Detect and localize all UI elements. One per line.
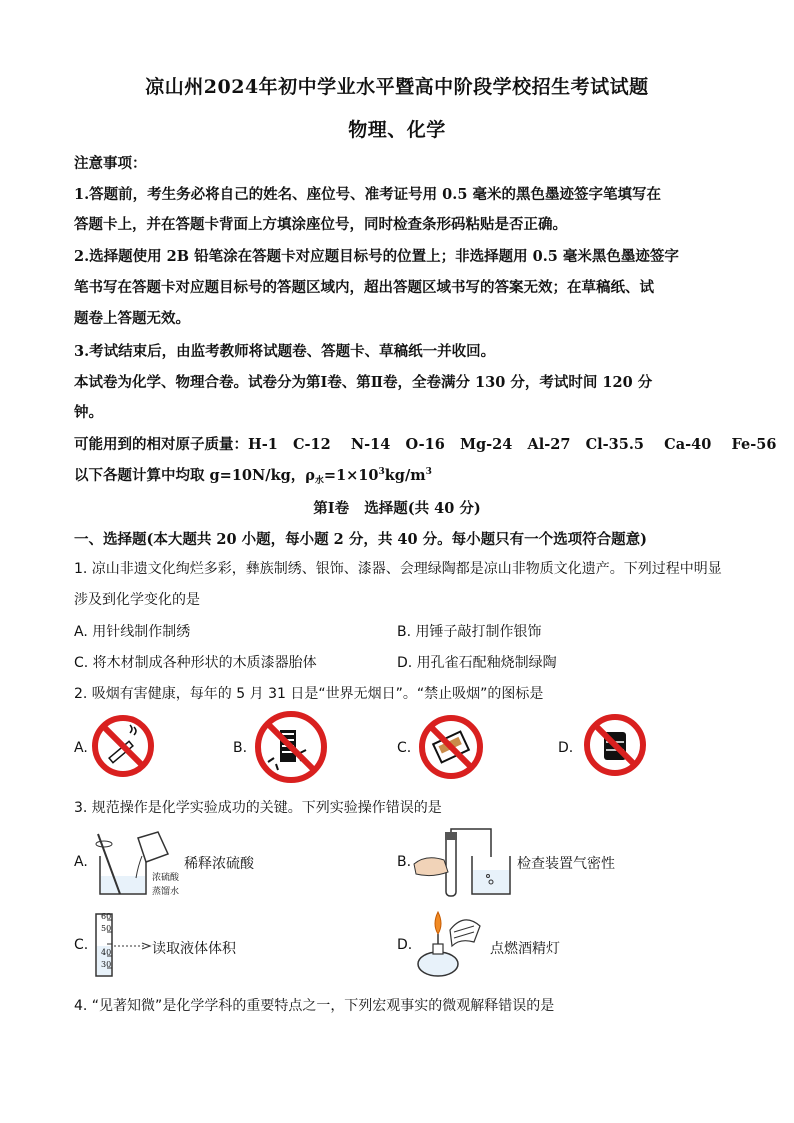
paper-info-b: 钟。 bbox=[74, 404, 103, 421]
q2-option-b-label: B. bbox=[233, 740, 248, 756]
rho-subscript: 水 bbox=[314, 476, 324, 486]
q3-option-b-label: B. bbox=[397, 854, 412, 870]
rho-exponent: 3 bbox=[378, 467, 385, 477]
note-2a: 2.选择题使用 2B 铅笔涂在答题卡对应题目标号的位置上；非选择题用 0.5 毫米黑色墨迹签字 bbox=[74, 248, 679, 265]
rho-unit-exponent: 3 bbox=[425, 467, 432, 477]
q3-stem: 3. 规范操作是化学实验成功的关键。下列实验操作错误的是 bbox=[74, 800, 442, 816]
q2-stem: 2. 吸烟有害健康，每年的 5 月 31 日是“世界无烟日”。“禁止吸烟”的图标是 bbox=[74, 686, 544, 702]
gravity-text: 以下各题计算中均取 g=10N/kg，ρ bbox=[74, 467, 315, 484]
note-1a: 1.答题前，考生务必将自己的姓名、座位号、准考证号用 0.5 毫米的黑色墨迹签字笔填写在 bbox=[74, 186, 661, 203]
q3-option-a-text: 稀释浓硫酸 bbox=[184, 856, 254, 872]
atomic-masses: 可能用到的相对原子质量：H-1 C-12 N-14 O-16 Mg-24 Al-27 Cl-35.5 Ca-40 Fe-56 bbox=[74, 436, 777, 453]
note-3: 3.考试结束后，由监考教师将试题卷、答题卡、草稿纸一并收回。 bbox=[74, 343, 496, 360]
tick-40: 40 bbox=[101, 948, 112, 957]
constants-line bbox=[74, 464, 432, 486]
q1-option-a: A. 用针线制作制绣 bbox=[74, 624, 191, 640]
note-2b: 笔书写在答题卡对应题目标号的答题区域内，超出答题区域书写的答案无效；在草稿纸、试 bbox=[74, 279, 654, 296]
q3-option-b-text: 检查装置气密性 bbox=[517, 856, 615, 872]
q3-option-d-label: D. bbox=[397, 937, 413, 953]
q4-stem: 4. “见著知微”是化学学科的重要特点之一，下列宏观事实的微观解释错误的是 bbox=[74, 998, 555, 1014]
q1-option-b: B. 用锤子敲打制作银饰 bbox=[397, 624, 542, 640]
no-matches-icon bbox=[416, 712, 486, 782]
q2-option-d-label: D. bbox=[558, 740, 574, 756]
airtightness-check-diagram bbox=[410, 826, 516, 898]
water-label: 蒸馏水 bbox=[152, 887, 180, 897]
no-fireworks-icon bbox=[252, 708, 330, 786]
q1-option-c: C. 将木材制成各种形状的木质漆器胎体 bbox=[74, 655, 317, 671]
q2-option-a-label: A. bbox=[74, 740, 88, 756]
q1-stem-a: 1. 凉山非遗文化绚烂多彩，彝族制绣、银饰、漆器、会理绿陶都是凉山非物质文化遗产。下列过程中明显 bbox=[74, 561, 722, 577]
notes-heading: 注意事项： bbox=[74, 155, 147, 172]
tick-50: 50 bbox=[101, 924, 112, 933]
q3-option-a-label: A. bbox=[74, 854, 88, 870]
no-smoking-cigarette-icon bbox=[90, 713, 156, 779]
note-2c: 题卷上答题无效。 bbox=[74, 310, 190, 327]
paper-info-a: 本试卷为化学、物理合卷。试卷分为第Ⅰ卷、第Ⅱ卷，全卷满分 130 分，考试时间 120 分 bbox=[74, 374, 653, 391]
q3-option-c-text: 读取液体体积 bbox=[152, 941, 236, 957]
q1-stem-b: 涉及到化学变化的是 bbox=[74, 592, 200, 608]
part1-title: 第Ⅰ卷 选择题(共 40 分) bbox=[313, 500, 481, 517]
tick-30: 30 bbox=[101, 960, 112, 969]
exam-subtitle: 物理、化学 bbox=[348, 119, 446, 141]
q3-option-c-label: C. bbox=[74, 937, 89, 953]
section-heading: 一、选择题(本大题共 20 小题，每小题 2 分，共 40 分。每小题只有一个选项符合题意) bbox=[74, 531, 647, 548]
rho-unit: kg/m bbox=[384, 467, 426, 484]
q1-option-d: D. 用孔雀石配釉烧制绿陶 bbox=[397, 655, 557, 671]
no-fuel-barrel-icon bbox=[582, 712, 648, 778]
alcohol-lamp-diagram bbox=[414, 906, 490, 982]
rho-value: =1×10 bbox=[323, 467, 379, 484]
tick-60: 60 bbox=[101, 912, 112, 921]
exam-title: 凉山州2024年初中学业水平暨高中阶段学校招生考试试题 bbox=[145, 76, 649, 98]
note-1b: 答题卡上，并在答题卡背面上方填涂座位号，同时检查条形码粘贴是否正确。 bbox=[74, 216, 567, 233]
acid-label: 浓硫酸 bbox=[152, 873, 180, 883]
q3-option-d-text: 点燃酒精灯 bbox=[490, 941, 560, 957]
q2-option-c-label: C. bbox=[397, 740, 412, 756]
